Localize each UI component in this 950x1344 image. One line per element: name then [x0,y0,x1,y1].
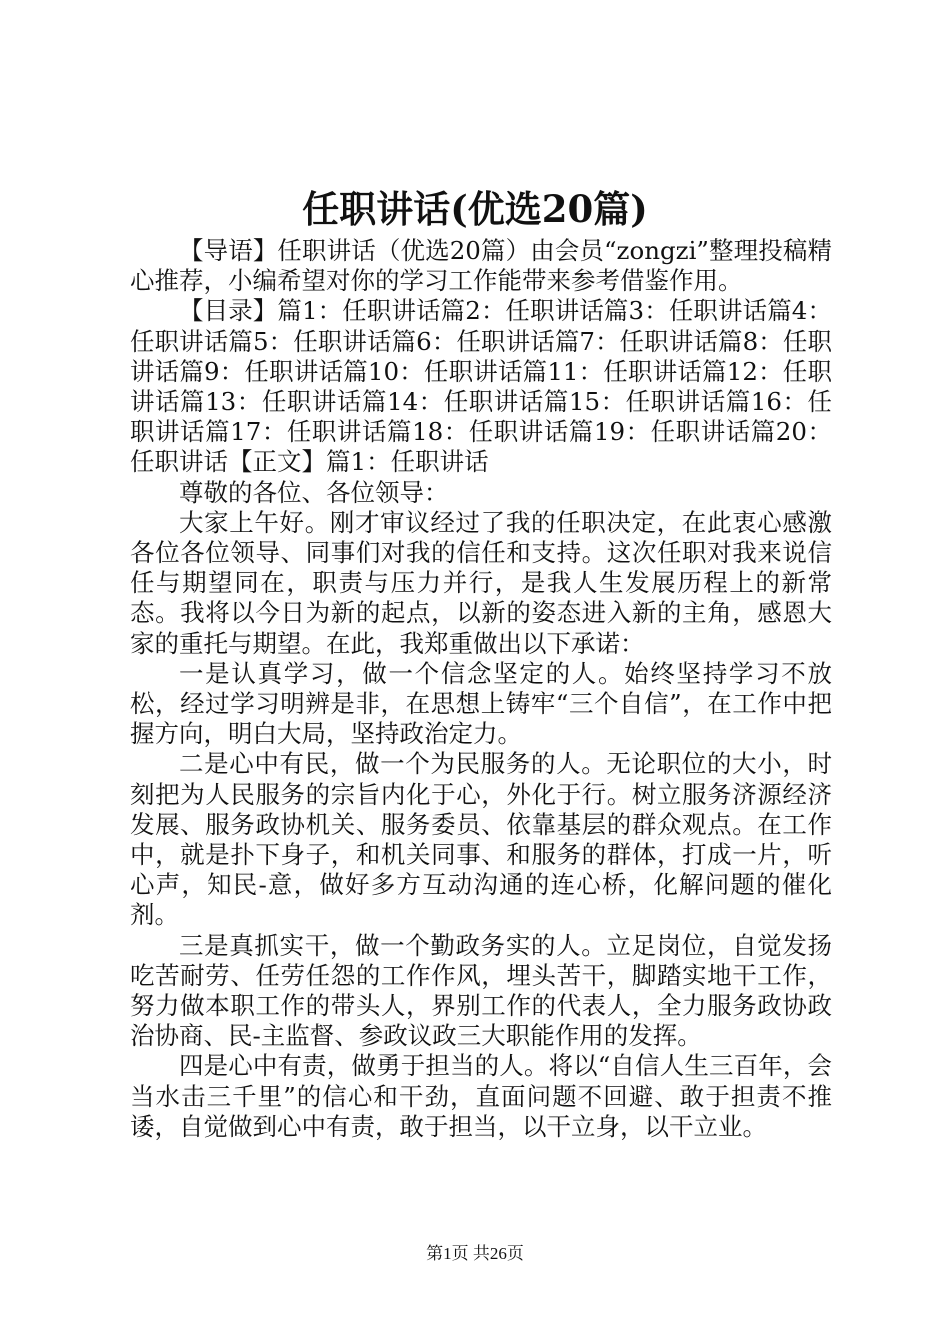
body-paragraph: 一是认真学习，做一个信念坚定的人。始终坚持学习不放松，经过学习明辨是非，在思想上铸牢“三个自信”，在工作中把握方向，明白大局，坚持政治定力。 [130,658,832,749]
table-of-contents-paragraph: 【目录】篇1：任职讲话篇2：任职讲话篇3：任职讲话篇4：任职讲话篇5：任职讲话篇6：任职讲话篇7：任职讲话篇8：任职讲话篇9：任职讲话篇10：任职讲话篇11：任职讲话篇12：任职讲话篇13：任职讲话篇14：任职讲话篇15：任职讲话篇16：任职讲话篇17：任职讲话篇18：任职讲话篇19：任职讲话篇20：任职讲话【正文】篇1：任职讲话 [130,296,832,477]
body-paragraph: 四是心中有责，做勇于担当的人。将以“自信人生三百年，会当水击三千里”的信心和干劲，直面问题不回避、敢于担责不推诿，自觉做到心中有责，敢于担当，以干立身，以干立业。 [130,1051,832,1141]
document-body [130,236,832,1142]
body-paragraph: 大家上午好。刚才审议经过了我的任职决定，在此衷心感激各位各位领导、同事们对我的信任和支持。这次任职对我来说信任与期望同在，职责与压力并行，是我人生发展历程上的新常态。我将以今日为新的起点，以新的姿态进入新的主角，感恩大家的重托与期望。在此，我郑重做出以下承诺： [130,507,832,658]
intro-paragraph: 【导语】任职讲话（优选20篇）由会员“zongzi”整理投稿精心推荐，小编希望对你的学习工作能带来参考借鉴作用。 [130,236,832,296]
salutation-paragraph: 尊敬的各位、各位领导： [179,477,449,507]
body-paragraph: 二是心中有民，做一个为民服务的人。无论职位的大小，时刻把为人民服务的宗旨内化于心，外化于行。树立服务济源经济发展、服务政协机关、服务委员、依靠基层的群众观点。在工作中，就是扑下身子，和机关同事、和服务的群体，打成一片，听心声，知民-意，做好多方互动沟通的连心桥，化解问题的催化剂。 [130,749,832,930]
page-number-footer: 第1页 共26页 [426,1244,524,1263]
document-title: 任职讲话(优选20篇) [302,187,648,231]
body-paragraph: 三是真抓实干，做一个勤政务实的人。立足岗位，自觉发扬吃苦耐劳、任劳任怨的工作作风，埋头苦干，脚踏实地干工作，努力做本职工作的带头人，界别工作的代表人，全力服务政协政治协商、民-主监督、参政议政三大职能作用的发挥。 [130,930,832,1051]
